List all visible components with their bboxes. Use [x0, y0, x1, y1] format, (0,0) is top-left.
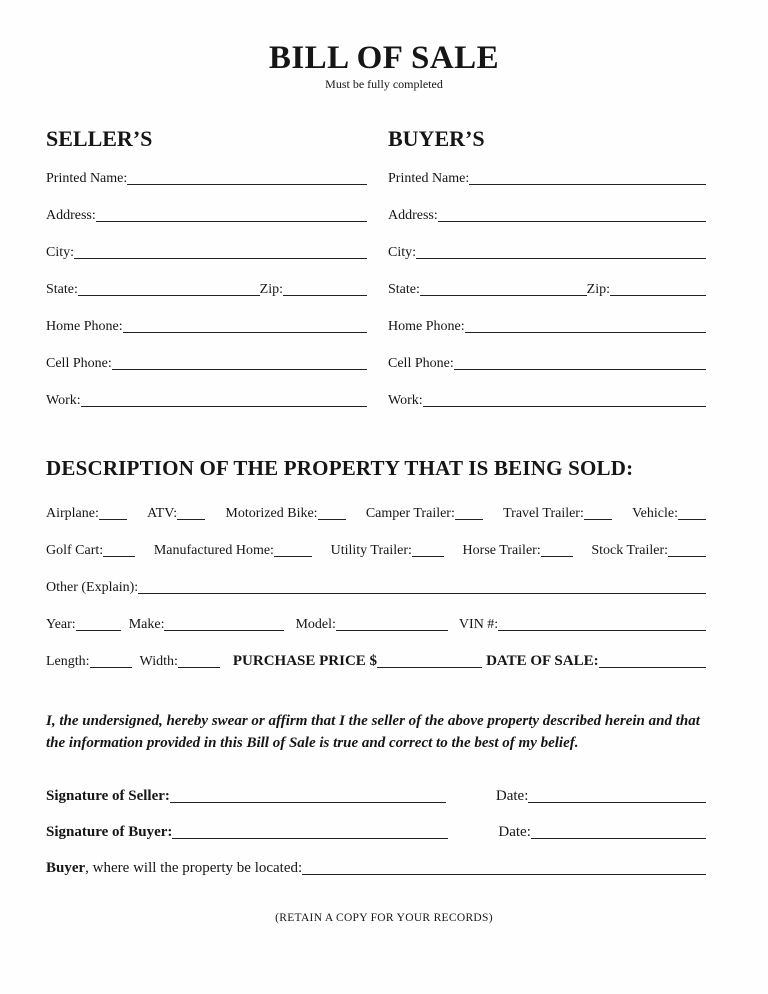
buyer-signature-row: [46, 823, 706, 840]
purchase-price-label: PURCHASE PRICE $: [232, 653, 378, 670]
year-line: [76, 618, 121, 631]
document-subtitle: Must be fully completed: [325, 77, 443, 92]
stock-trailer-label: Stock Trailer:: [591, 543, 668, 559]
seller-signature-line: [170, 790, 446, 803]
width-label: Width:: [139, 654, 178, 670]
buyer-city-row: [388, 243, 706, 260]
make-field: [129, 615, 285, 632]
buyer-printed-name-row: [388, 169, 706, 186]
seller-city-line: [74, 246, 367, 259]
model-field: [295, 615, 447, 632]
seller-address-row: [46, 206, 367, 223]
dims-price-date-row: [46, 652, 706, 669]
location-question-label: , where will the property be located:: [85, 859, 303, 876]
affirmation-line-2: the information provided in this Bill of Sale is true and correct to the best of my belief.: [46, 734, 579, 751]
year-field: [46, 615, 121, 632]
manufactured-home-field: [154, 541, 312, 558]
buyer-work-line: [423, 394, 706, 407]
property-heading: DESCRIPTION OF THE PROPERTY THAT IS BEING SOLD:: [46, 456, 634, 481]
travel-trailer-label: Travel Trailer:: [503, 506, 584, 522]
seller-cell-phone-line: [112, 357, 367, 370]
manufactured-home-label: Manufactured Home:: [153, 543, 274, 559]
seller-city-row: [46, 243, 367, 260]
seller-cell-phone-label: Cell Phone:: [46, 356, 112, 372]
seller-address-label: Address:: [46, 208, 96, 224]
manufactured-home-line: [274, 544, 312, 557]
seller-column: [46, 128, 367, 408]
seller-printed-name-line: [127, 172, 367, 185]
seller-zip-line: [283, 283, 367, 296]
seller-work-line: [81, 394, 367, 407]
seller-state-label: State:: [46, 282, 78, 298]
buyer-home-phone-line: [465, 320, 706, 333]
vin-line: [498, 618, 706, 631]
buyer-address-label: Address:: [388, 208, 438, 224]
buyer-state-zip-row: [388, 280, 706, 297]
property-location-row: [46, 859, 706, 876]
make-line: [164, 618, 284, 631]
date-of-sale-field: [486, 652, 706, 669]
affirmation-statement: [46, 711, 706, 754]
stock-trailer-field: [591, 541, 706, 558]
seller-work-label: Work:: [46, 393, 81, 409]
vin-field: [459, 615, 706, 632]
buyer-cell-phone-label: Cell Phone:: [388, 356, 454, 372]
year-label: Year:: [46, 617, 76, 633]
affirmation-line-1: I, the undersigned, hereby swear or affirm that I the seller of the above property described herein and that: [46, 713, 700, 730]
seller-home-phone-label: Home Phone:: [46, 319, 123, 335]
seller-signature-label: Signature of Seller:: [46, 787, 170, 804]
property-types-row-1: [46, 504, 706, 521]
buyer-zip-label: Zip:: [586, 282, 610, 298]
buyer-cell-phone-line: [454, 357, 706, 370]
seller-date-label: Date:: [495, 787, 529, 804]
other-explain-line: [138, 581, 706, 594]
golf-cart-field: [46, 541, 135, 558]
seller-work-row: [46, 391, 367, 408]
seller-home-phone-row: [46, 317, 367, 334]
buyer-column: [388, 128, 706, 408]
buyer-address-line: [438, 209, 706, 222]
travel-trailer-line: [584, 507, 612, 520]
buyer-address-row: [388, 206, 706, 223]
model-line: [336, 618, 448, 631]
motorized-bike-line: [318, 507, 346, 520]
golf-cart-line: [103, 544, 135, 557]
horse-trailer-field: [463, 541, 573, 558]
airplane-label: Airplane:: [46, 506, 99, 522]
seller-state-zip-row: [46, 280, 367, 297]
vin-label: VIN #:: [458, 617, 499, 633]
atv-field: [147, 504, 205, 521]
document-body: [0, 128, 768, 876]
make-label: Make:: [128, 617, 165, 633]
buyer-city-label: City:: [388, 245, 417, 261]
width-line: [178, 655, 220, 668]
width-field: [140, 652, 220, 669]
horse-trailer-label: Horse Trailer:: [462, 543, 541, 559]
motorized-bike-label: Motorized Bike:: [225, 506, 318, 522]
date-of-sale-label: DATE OF SALE:: [486, 653, 599, 670]
parties-section: [46, 128, 706, 408]
length-line: [90, 655, 132, 668]
buyer-home-phone-row: [388, 317, 706, 334]
vehicle-details-row: [46, 615, 706, 632]
footer-note: (RETAIN A COPY FOR YOUR RECORDS): [275, 912, 493, 924]
horse-trailer-line: [541, 544, 573, 557]
airplane-line: [99, 507, 127, 520]
date-of-sale-line: [599, 655, 706, 668]
buyer-printed-name-line: [469, 172, 706, 185]
seller-city-label: City:: [46, 245, 75, 261]
motorized-bike-field: [225, 504, 345, 521]
buyer-home-phone-label: Home Phone:: [388, 319, 465, 335]
buyer-work-row: [388, 391, 706, 408]
airplane-field: [46, 504, 127, 521]
golf-cart-label: Golf Cart:: [46, 543, 104, 559]
seller-cell-phone-row: [46, 354, 367, 371]
buyer-cell-phone-row: [388, 354, 706, 371]
buyer-signature-label: Signature of Buyer:: [46, 823, 173, 840]
purchase-price-field: [233, 652, 482, 669]
camper-trailer-line: [455, 507, 483, 520]
seller-signature-row: [46, 787, 706, 804]
buyer-zip-line: [610, 283, 706, 296]
utility-trailer-label: Utility Trailer:: [330, 543, 412, 559]
seller-zip-label: Zip:: [259, 282, 283, 298]
seller-heading: SELLER’S: [46, 126, 153, 152]
buyer-printed-name-label: Printed Name:: [388, 171, 470, 187]
length-label: Length:: [46, 654, 90, 670]
location-line: [302, 862, 706, 875]
length-field: [46, 652, 132, 669]
document-title: BILL OF SALE: [268, 40, 500, 76]
other-explain-label: Other (Explain):: [46, 580, 139, 596]
atv-label: ATV:: [147, 506, 178, 522]
vehicle-field: [632, 504, 706, 521]
buyer-heading: BUYER’S: [388, 126, 485, 152]
seller-address-line: [96, 209, 367, 222]
buyer-signature-line: [172, 826, 448, 839]
travel-trailer-field: [503, 504, 612, 521]
seller-printed-name-row: [46, 169, 367, 186]
other-explain-row: [46, 578, 706, 595]
property-types-row-2: [46, 541, 706, 558]
vehicle-line: [678, 507, 706, 520]
buyer-state-line: [420, 283, 587, 296]
property-section: [46, 458, 706, 669]
utility-trailer-line: [412, 544, 444, 557]
buyer-word-label: Buyer: [46, 859, 86, 876]
buyer-city-line: [416, 246, 706, 259]
vehicle-label: Vehicle:: [632, 506, 678, 522]
buyer-date-line: [531, 826, 706, 839]
signatures-section: [46, 787, 706, 876]
utility-trailer-field: [331, 541, 444, 558]
seller-state-line: [78, 283, 260, 296]
seller-printed-name-label: Printed Name:: [46, 171, 128, 187]
buyer-date-label: Date:: [498, 823, 531, 840]
camper-trailer-label: Camper Trailer:: [365, 506, 455, 522]
atv-line: [177, 507, 205, 520]
column-gutter: [367, 128, 388, 408]
model-label: Model:: [295, 617, 336, 633]
seller-home-phone-line: [123, 320, 367, 333]
camper-trailer-field: [366, 504, 483, 521]
stock-trailer-line: [668, 544, 706, 557]
document-header: [0, 0, 768, 92]
buyer-state-label: State:: [388, 282, 420, 298]
purchase-price-line: [377, 655, 482, 668]
seller-date-line: [528, 790, 706, 803]
buyer-work-label: Work:: [388, 393, 423, 409]
